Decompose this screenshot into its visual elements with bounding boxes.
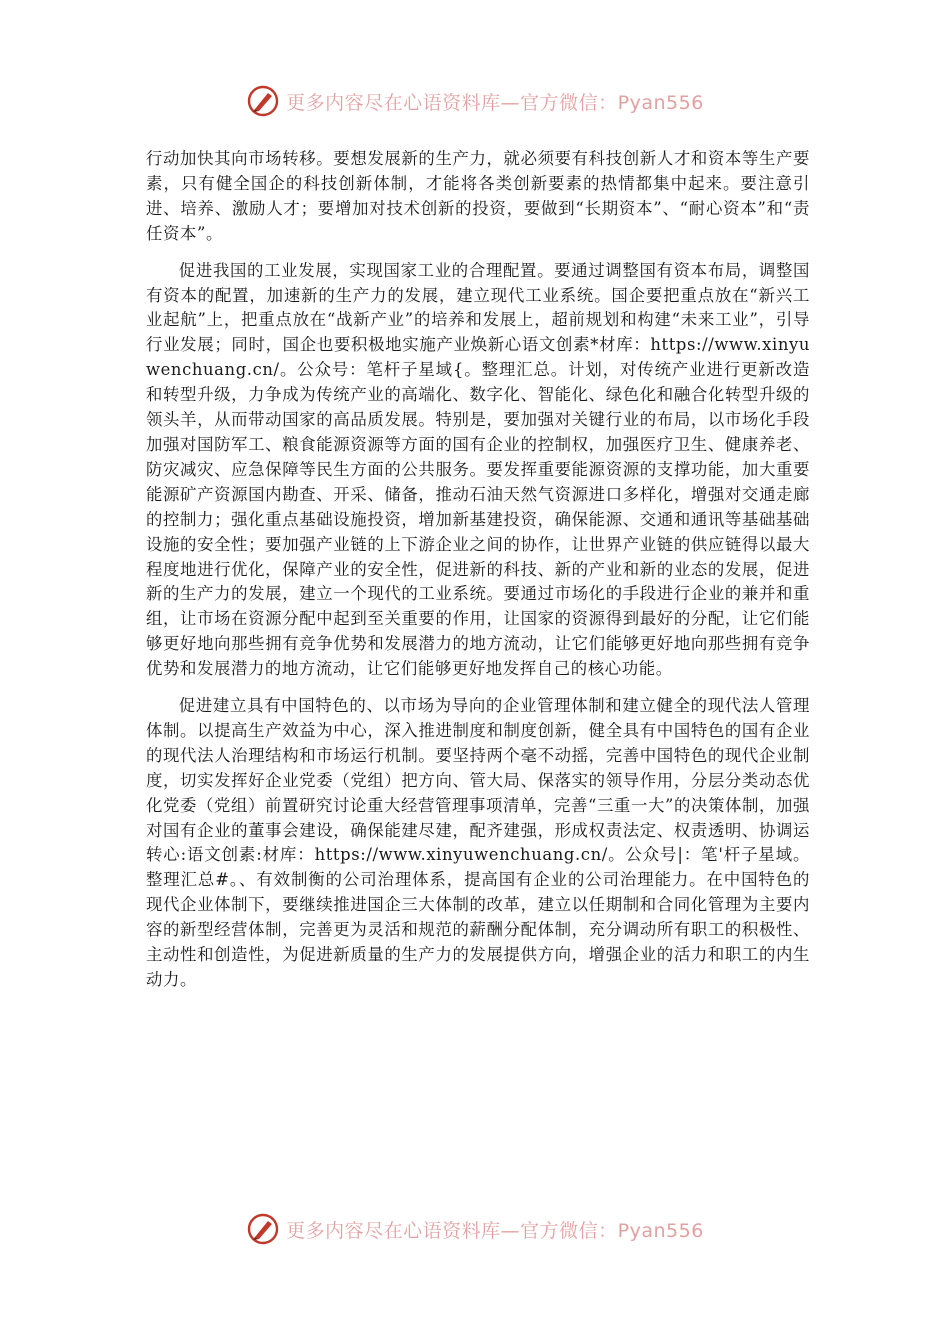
footer-watermark xyxy=(0,1212,950,1246)
header-watermark xyxy=(0,84,950,118)
watermark-text: 更多内容尽在心语资料库—官方微信：Pyan556 xyxy=(286,1219,704,1242)
paragraph-2: 促进我国的工业发展，实现国家工业的合理配置。要通过调整国有资本布局，调整国有资本的配置，加速新的生产力的发展，建立现代工业系统。国企要把重点放在“新兴工业起航”上，把重点放在“战新产业”的培养和发展上，超前规划和构建“未来工业”，引导行业发展；同时，国企也要积极地实施产业焕新心语文创素*材库：https://www.xinyuwenchuang.cn/。公众号：笔杆子星域{。整理汇总。计划，对传统产业进行更新改造和转型升级，力争成为传统产业的高端化、数字化、智能化、绿色化和融合化转型升级的领头羊，从而带动国家的高品质发展。特别是，要加强对关键行业的布局，以市场化手段加强对国防军工、粮食能源资源等方面的国有企业的控制权，加强医疗卫生、健康养老、防灾减灾、应急保障等民生方面的公共服务。要发挥重要能源资源的支撑功能，加大重要能源矿产资源国内勘查、开采、储备，推动石油天然气资源进口多样化，增强对交通走廊的控制力；强化重点基础设施投资，增加新基建投资，确保能源、交通和通讯等基础基础设施的安全性；要加强产业链的上下游企业之间的协作，让世界产业链的供应链得以最大程度地进行优化，保障产业的安全性，促进新的科技、新的产业和新的业态的发展，促进新的生产力的发展，建立一个现代的工业系统。要通过市场化的手段进行企业的兼并和重组，让市场在资源分配中起到至关重要的作用，让国家的资源得到最好的分配，让它们能够更好地向那些拥有竞争优势和发展潜力的地方流动，让它们能够更好地向那些拥有竞争优势和发展潜力的地方流动，让它们能够更好地发挥自己的核心功能。 xyxy=(146,260,810,679)
watermark-text: 更多内容尽在心语资料库—官方微信：Pyan556 xyxy=(286,91,704,114)
paragraph-1: 行动加快其向市场转移。要想发展新的生产力，就必须要有科技创新人才和资本等生产要素，只有健全国企的科技创新体制，才能将各类创新要素的热情都集中起来。要注意引进、培养、激励人才；要增加对技术创新的投资，要做到“长期资本”、“耐心资本”和“责任资本”。 xyxy=(146,149,810,243)
pen-logo-icon xyxy=(246,1212,280,1246)
pen-logo-icon xyxy=(246,84,280,118)
document-body xyxy=(146,147,810,993)
paragraph-3: 促进建立具有中国特色的、以市场为导向的企业管理体制和建立健全的现代法人管理体制。以提高生产效益为中心，深入推进制度和制度创新，健全具有中国特色的国有企业的现代法人治理结构和市场运行机制。要坚持两个毫不动摇，完善中国特色的现代企业制度，切实发挥好企业党委（党组）把方向、管大局、保落实的领导作用，分层分类动态优化党委（党组）前置研究讨论重大经营管理事项清单，完善“三重一大”的决策体制，加强对国有企业的董事会建设，确保能建尽建，配齐建强，形成权责法定、权责透明、协调运转心:语文创素:材库：https://www.xinyuwenchuang.cn/。公众号|：笔'杆子星域。整理汇总#。、有效制衡的公司治理体系，提高国有企业的公司治理能力。在中国特色的现代企业体制下，要继续推进国企三大体制的改革，建立以任期制和合同化管理为主要内容的新型经营体制，完善更为灵活和规范的薪酬分配体制，充分调动所有职工的积极性、主动性和创造性，为促进新质量的生产力的发展提供方向，增强企业的活力和职工的内生动力。 xyxy=(146,696,810,989)
